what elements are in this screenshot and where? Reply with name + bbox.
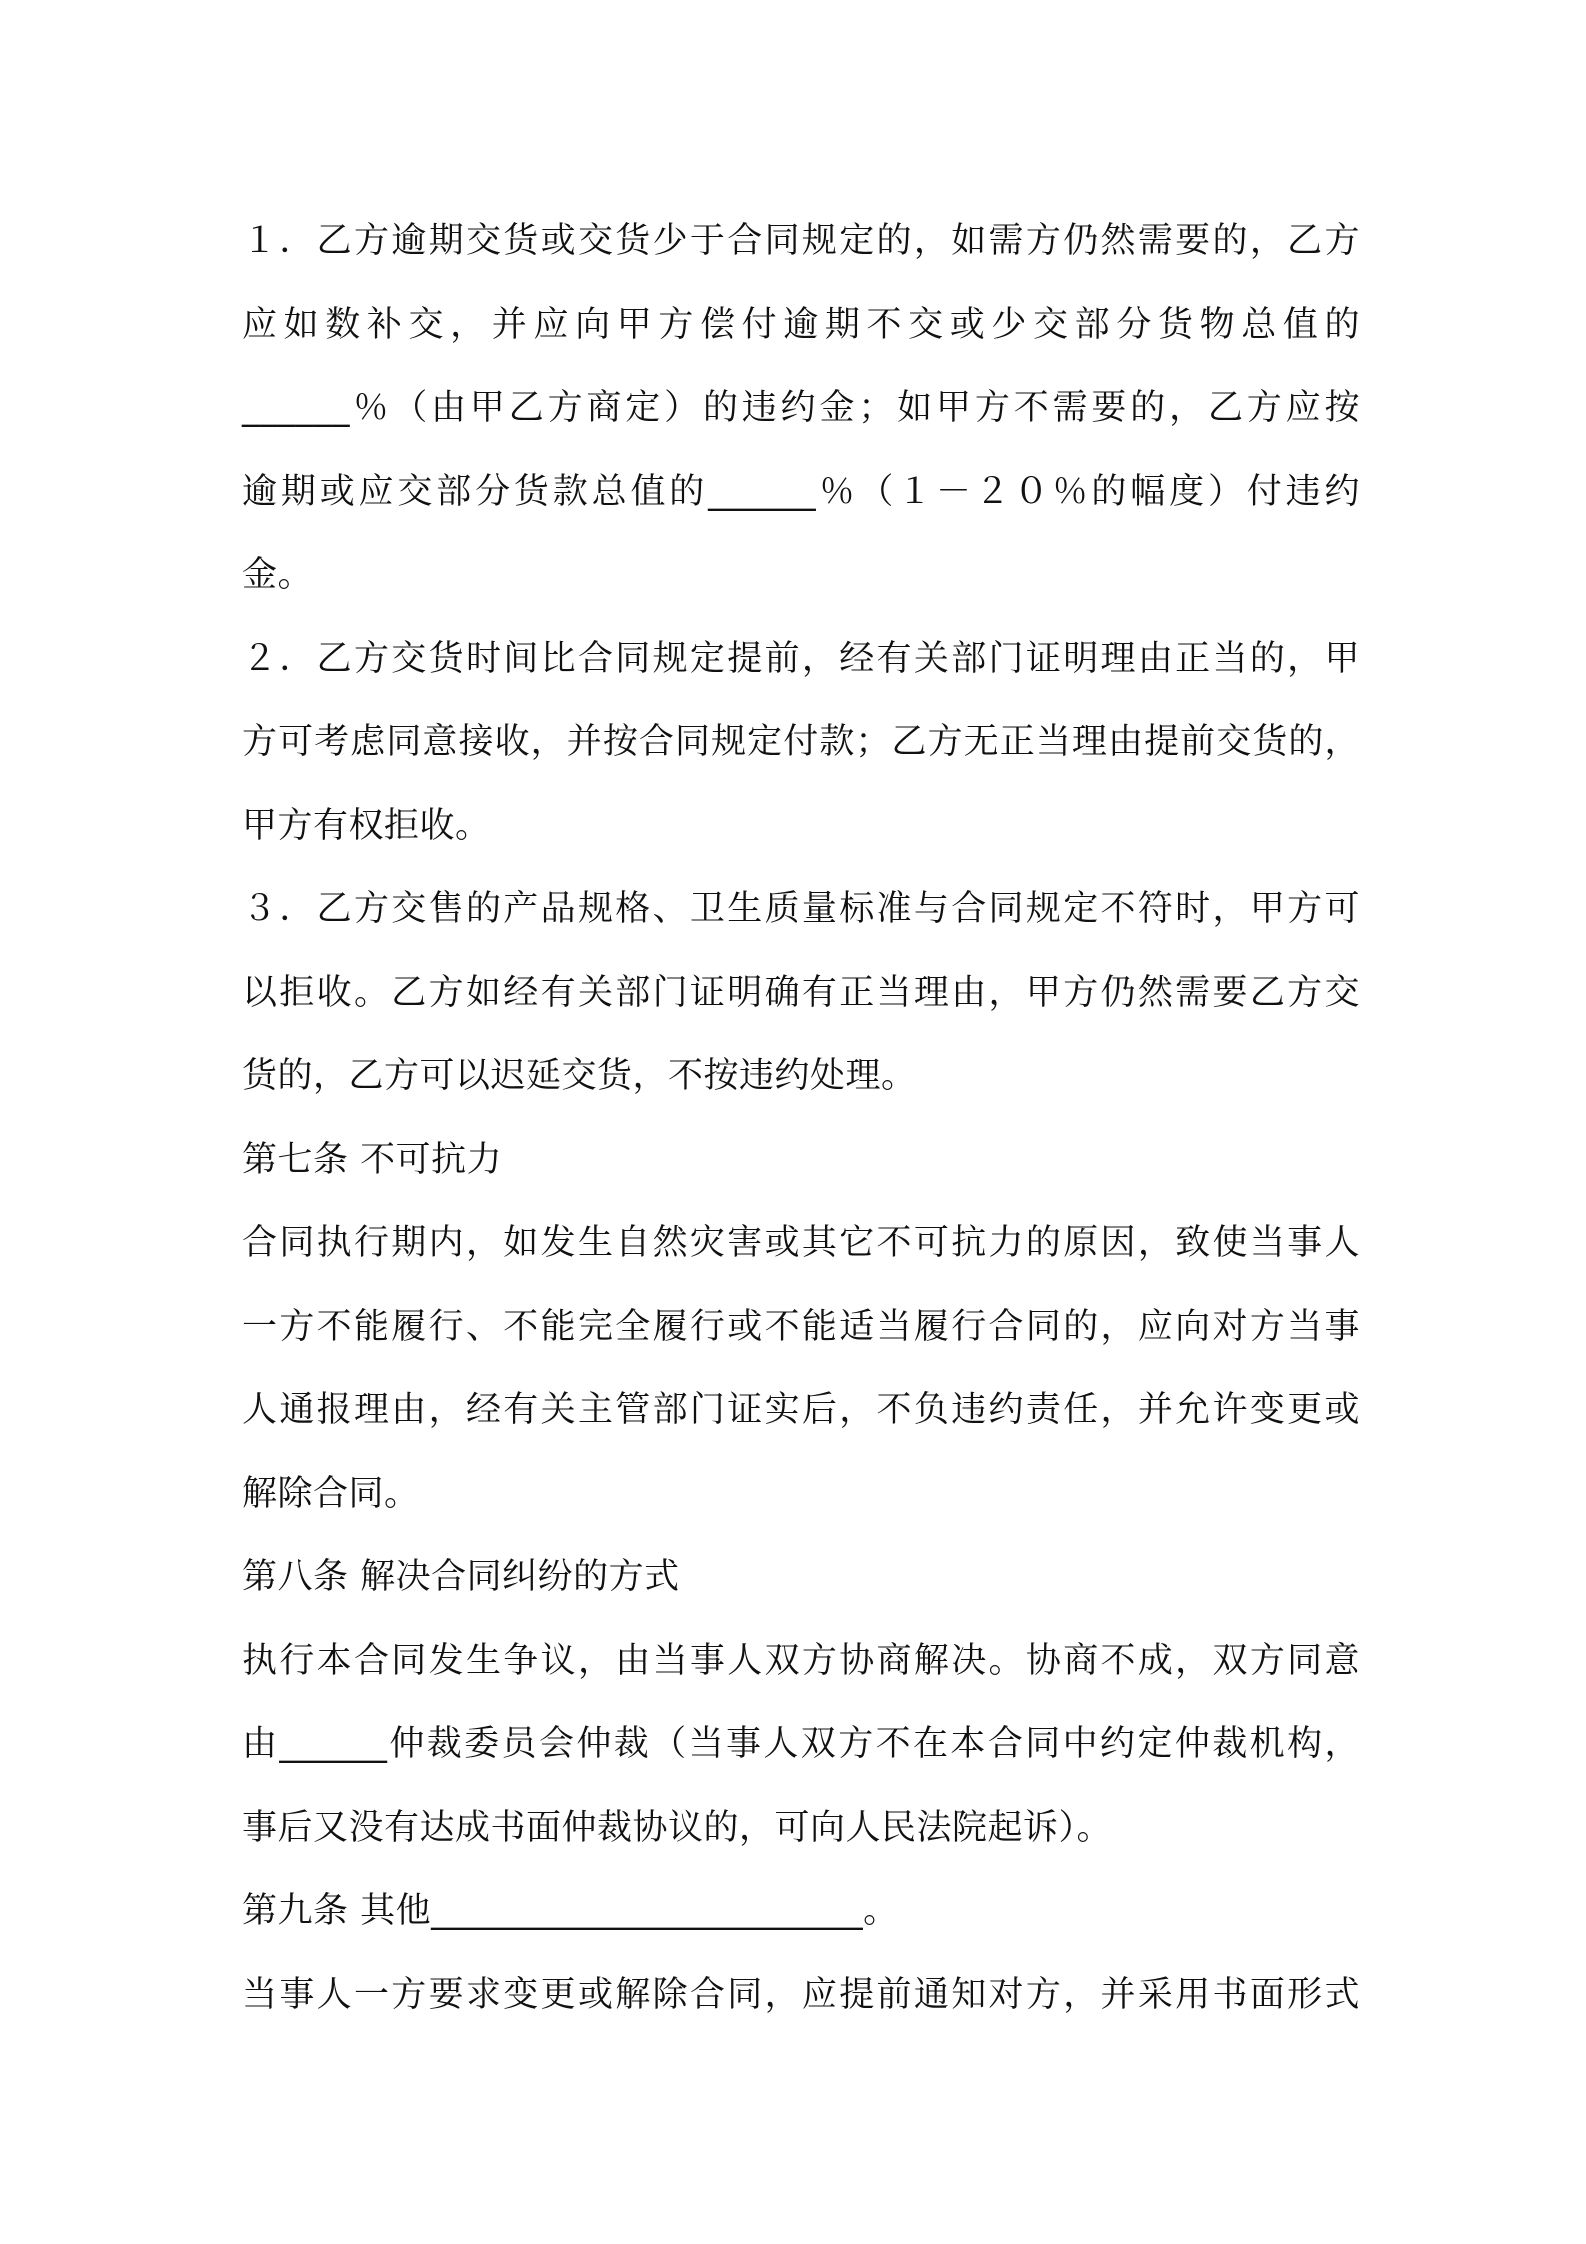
text-line: ２．乙方交货时间比合同规定提前，经有关部门证明理由正当的，甲 <box>242 638 1360 679</box>
text-line: 货的，乙方可以迟延交货，不按违约处理。 <box>242 1056 917 1096</box>
text-line: 一方不能履行、不能完全履行或不能适当履行合同的，应向对方当事 <box>242 1306 1360 1347</box>
text-line: 解除合同。 <box>242 1473 420 1514</box>
text-line: 以拒收。乙方如经有关部门证明确有正当理由，甲方仍然需要乙方交 <box>242 972 1360 1013</box>
section-heading: 第八条 解决合同纠纷的方式 <box>242 1557 680 1597</box>
text-line: ______％（由甲乙方商定）的违约金；如甲方不需要的，乙方应按 <box>242 388 1360 428</box>
text-line: 逾期或应交部分货款总值的______％（１－２０％的幅度）付违约 <box>242 471 1360 512</box>
section-heading: 第七条 不可抗力 <box>242 1139 503 1180</box>
text-line: 合同执行期内，如发生自然灾害或其它不可抗力的原因，致使当事人 <box>242 1223 1360 1263</box>
text-line: 金。 <box>242 555 314 595</box>
text-line: 应如数补交，并应向甲方偿付逾期不交或少交部分货物总值的 <box>242 304 1360 345</box>
text-line: 事后又没有达成书面仲裁协议的，可向人民法院起诉）。 <box>242 1807 1113 1848</box>
text-line: 方可考虑同意接收，并按合同规定付款；乙方无正当理由提前交货的， <box>242 722 1360 762</box>
text-line: 当事人一方要求变更或解除合同，应提前通知对方，并采用书面形式 <box>242 1974 1360 2015</box>
document-body <box>242 200 1360 2037</box>
text-line: １．乙方逾期交货或交货少于合同规定的，如需方仍然需要的，乙方 <box>242 221 1360 261</box>
text-line: 执行本合同发生争议，由当事人双方协商解决。协商不成，双方同意 <box>242 1640 1360 1681</box>
text-line: 由______仲裁委员会仲裁（当事人双方不在本合同中约定仲裁机构， <box>242 1724 1360 1764</box>
text-line: 甲方有权拒收。 <box>242 805 491 846</box>
section-heading: 第九条 其他________________________。 <box>242 1891 899 1931</box>
text-line: 人通报理由，经有关主管部门证实后，不负违约责任，并允许变更或 <box>242 1390 1360 1430</box>
text-line: ３．乙方交售的产品规格、卫生质量标准与合同规定不符时，甲方可 <box>242 889 1360 929</box>
